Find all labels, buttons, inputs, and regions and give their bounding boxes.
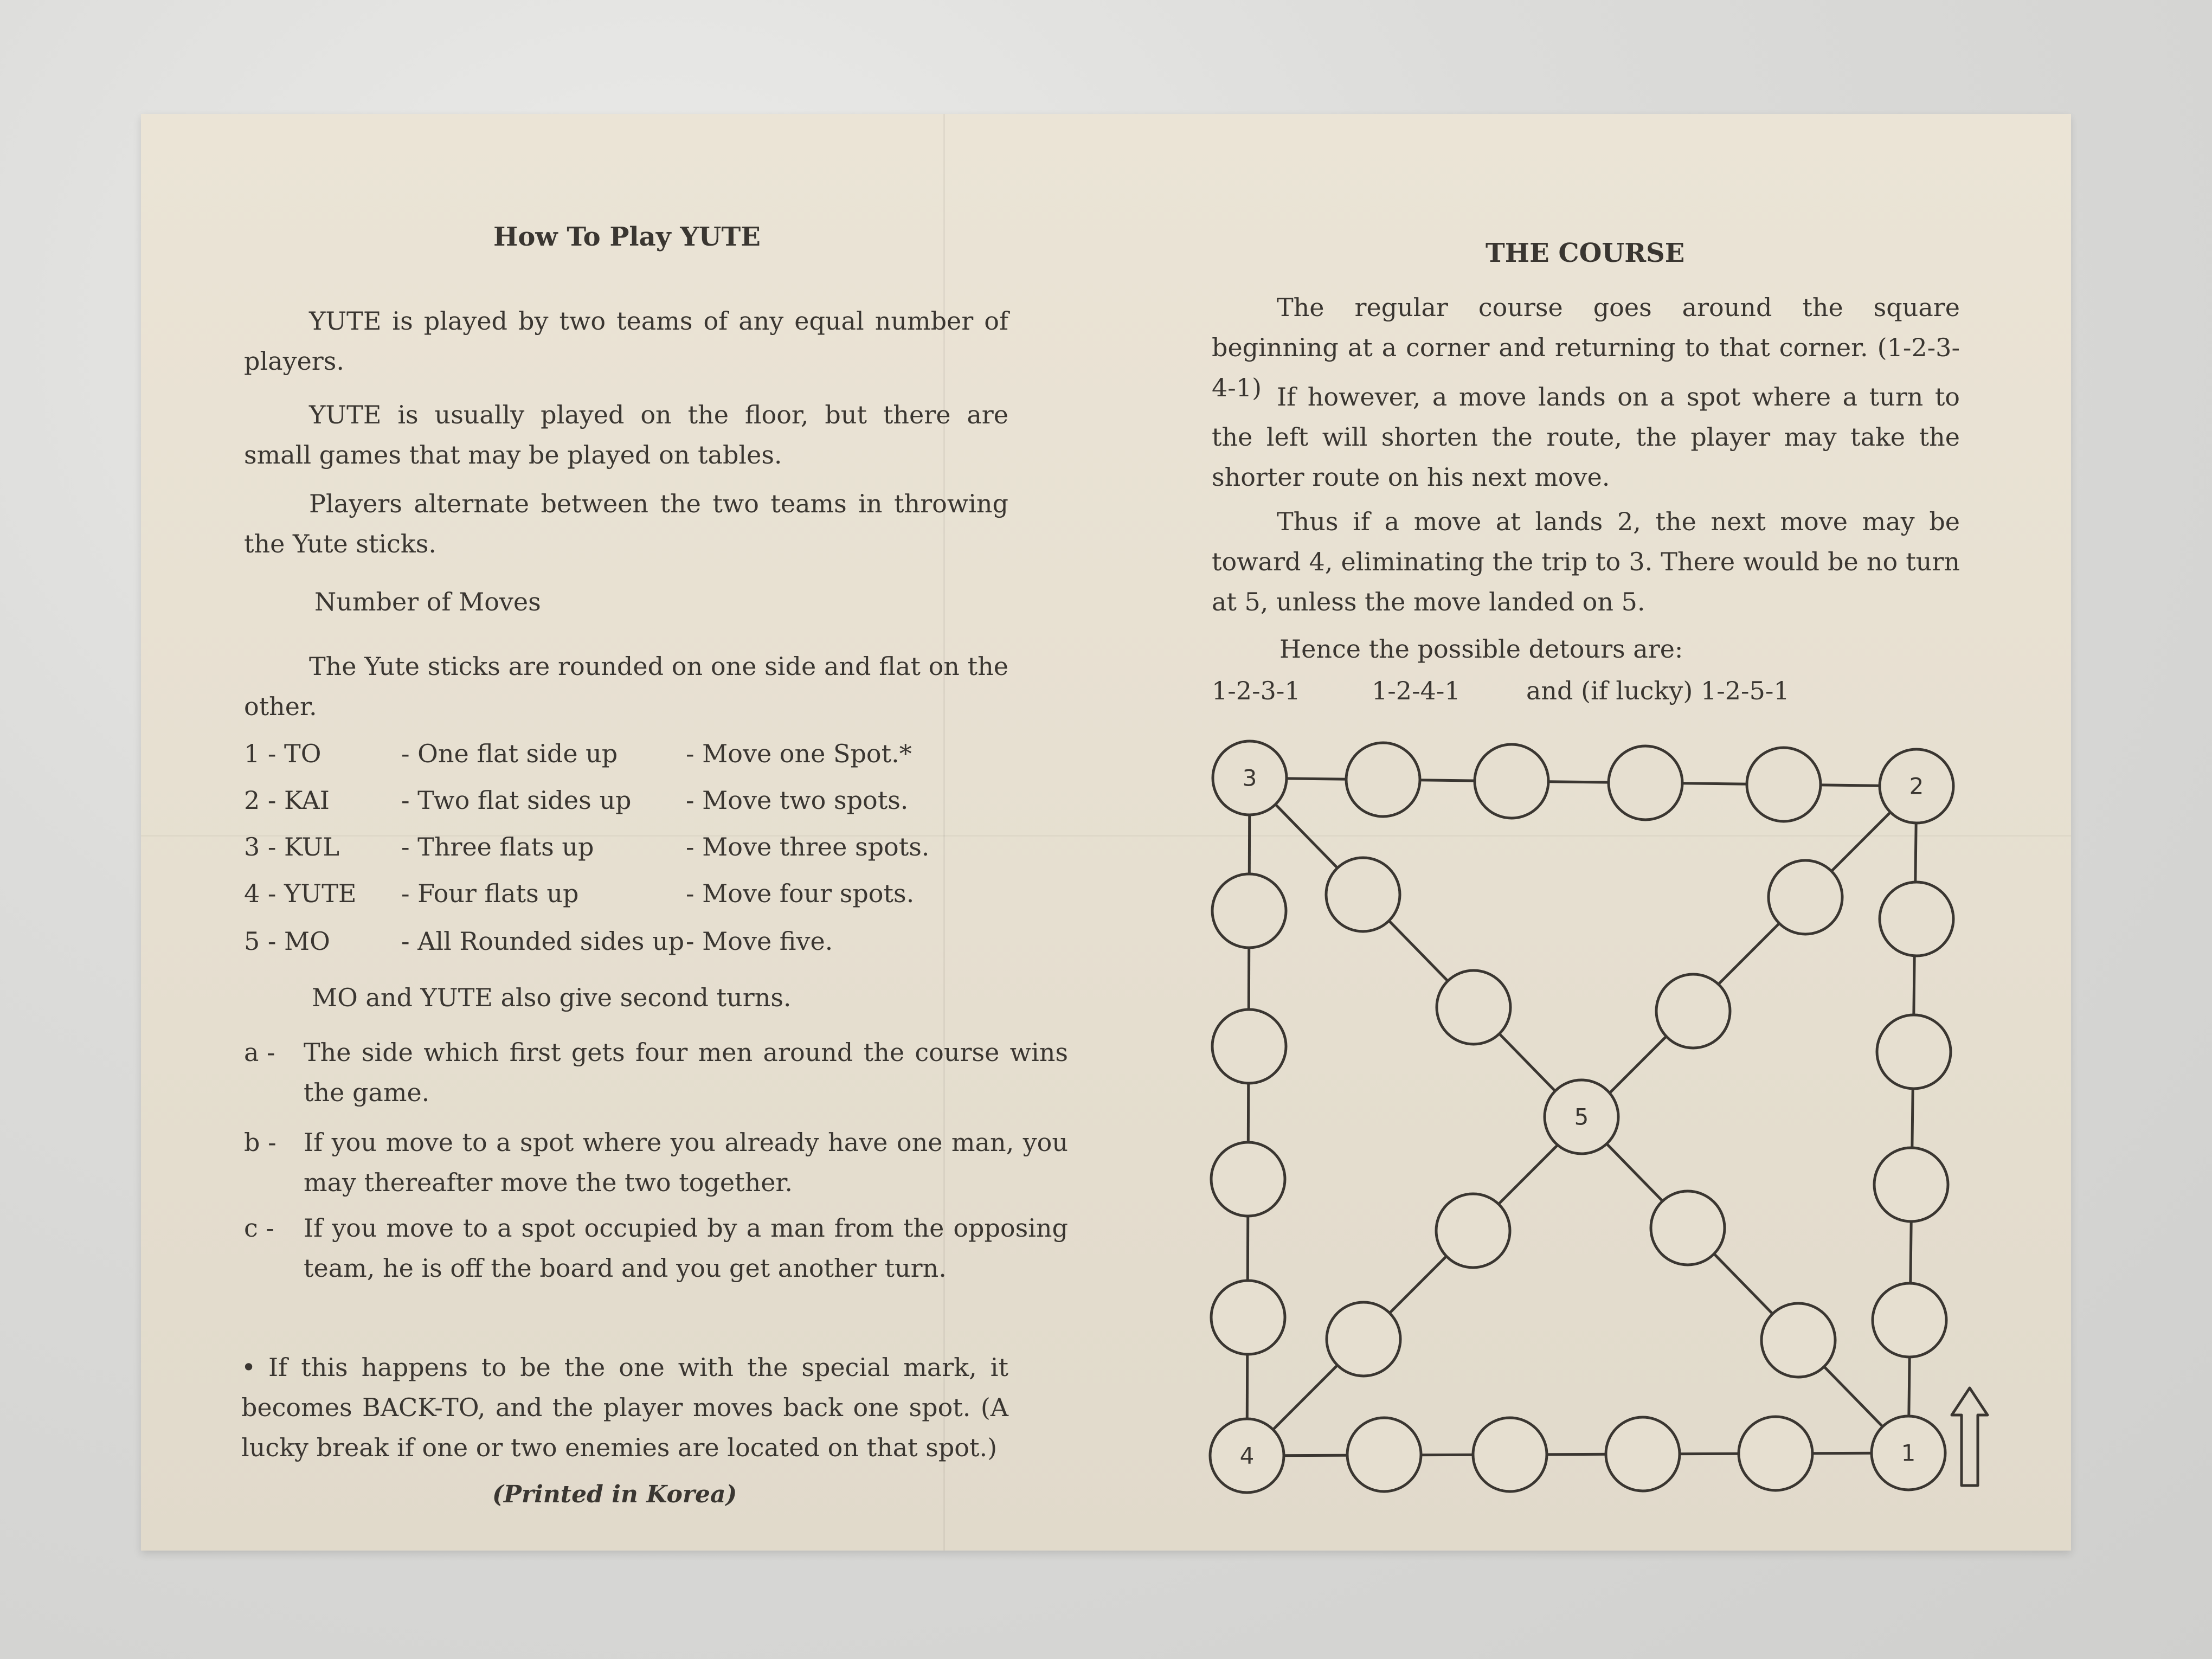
- moves-heading: Number of Moves: [314, 587, 541, 616]
- move-5-name: 5 - MO: [244, 927, 330, 956]
- board-spot: [1769, 860, 1842, 934]
- detours-intro: Hence the possible detours are:: [1279, 634, 1683, 664]
- board-spot: [1651, 1191, 1725, 1265]
- board-spot: [1880, 882, 1953, 956]
- board-spot: [1437, 970, 1510, 1044]
- board-spot: [1327, 1302, 1400, 1376]
- detour-1: 1-2-3-1: [1212, 676, 1301, 705]
- center-label-5: 5: [1574, 1103, 1589, 1130]
- board-spot: [1656, 974, 1730, 1048]
- corner-label-4: 4: [1239, 1442, 1255, 1469]
- yute-board-diagram: [1052, 613, 2028, 1534]
- intro-paragraph-3: Players alternate between the two teams in throwing the Yute sticks.: [244, 489, 1008, 558]
- board-spot: [1874, 1148, 1948, 1221]
- move-2-name: 2 - KAI: [244, 786, 330, 815]
- move-3-result: - Move three spots.: [686, 832, 930, 861]
- board-spot: [1211, 1142, 1285, 1216]
- second-turns-note: MO and YUTE also give second turns.: [312, 983, 792, 1012]
- up-arrow-icon: [1952, 1388, 1988, 1486]
- rule-a: a - The side which first gets four men around the course wins the game.: [244, 1038, 1068, 1107]
- move-2-desc: - Two flat sides up: [401, 786, 632, 815]
- board-spot: [1473, 1418, 1547, 1491]
- move-4-name: 4 - YUTE: [244, 879, 357, 908]
- move-1-result: - Move one Spot.*: [686, 739, 912, 768]
- move-5-desc: - All Rounded sides up: [401, 927, 685, 956]
- board-spot: [1211, 1281, 1285, 1354]
- board-spot: [1877, 1015, 1951, 1089]
- corner-label-3: 3: [1242, 764, 1257, 792]
- move-3-desc: - Three flats up: [401, 832, 594, 861]
- corner-label-1: 1: [1901, 1439, 1916, 1467]
- rule-c: c - If you move to a spot occupied by a man from the opposing team, he is off the board and you get another turn.: [244, 1213, 1068, 1283]
- board-spot: [1212, 1009, 1286, 1083]
- board-spot: [1212, 874, 1286, 948]
- rule-b: b - If you move to a spot where you already have one man, you may thereafter move the two together.: [244, 1128, 1068, 1197]
- page-title: How To Play YUTE: [493, 222, 761, 252]
- board-spot: [1347, 1418, 1421, 1491]
- detour-3: and (if lucky) 1-2-5-1: [1526, 676, 1790, 705]
- board-spot: [1761, 1303, 1835, 1377]
- footnote: • If this happens to be the one with the special mark, it becomes BACK-TO, and the player moves back one spot. (A lucky break if one or two enemies are located on that spot.): [241, 1353, 1008, 1462]
- move-2-result: - Move two spots.: [686, 786, 909, 815]
- board-spot: [1739, 1417, 1812, 1490]
- board-spot: [1436, 1194, 1510, 1268]
- board-spot: [1346, 743, 1420, 816]
- corner-label-2: 2: [1909, 773, 1924, 800]
- course-paragraph-2: If however, a move lands on a spot where a turn to the left will shorten the route, the player may take the shorter route on his next move.: [1212, 382, 1960, 492]
- course-title: THE COURSE: [1486, 238, 1685, 268]
- detour-2: 1-2-4-1: [1372, 676, 1461, 705]
- printed-in-korea: (Printed in Korea): [492, 1481, 737, 1508]
- move-3-name: 3 - KUL: [244, 832, 340, 861]
- move-1-desc: - One flat side up: [401, 739, 618, 768]
- board-spot: [1606, 1417, 1680, 1491]
- moves-intro: The Yute sticks are rounded on one side and flat on the other.: [244, 652, 1008, 721]
- move-5-result: - Move five.: [686, 927, 833, 956]
- board-spot: [1609, 746, 1682, 820]
- course-paragraph-3: Thus if a move at lands 2, the next move may be toward 4, eliminating the trip to 3. There would be no turn at 5, unless the move landed on 5.: [1212, 507, 1960, 616]
- board-spot: [1475, 744, 1548, 818]
- board-spot: [1326, 858, 1400, 931]
- course-paragraph-1: The regular course goes around the square beginning at a corner and returning to that corner. (1-2-3-4-1): [1212, 293, 1960, 402]
- board-spot: [1747, 748, 1821, 821]
- intro-paragraph-2: YUTE is usually played on the floor, but there are small games that may be played on tables.: [244, 400, 1008, 470]
- move-4-result: - Move four spots.: [686, 879, 915, 908]
- move-1-name: 1 - TO: [244, 739, 321, 768]
- board-spot: [1873, 1283, 1946, 1357]
- move-4-desc: - Four flats up: [401, 879, 579, 908]
- intro-paragraph-1: YUTE is played by two teams of any equal number of players.: [244, 306, 1008, 376]
